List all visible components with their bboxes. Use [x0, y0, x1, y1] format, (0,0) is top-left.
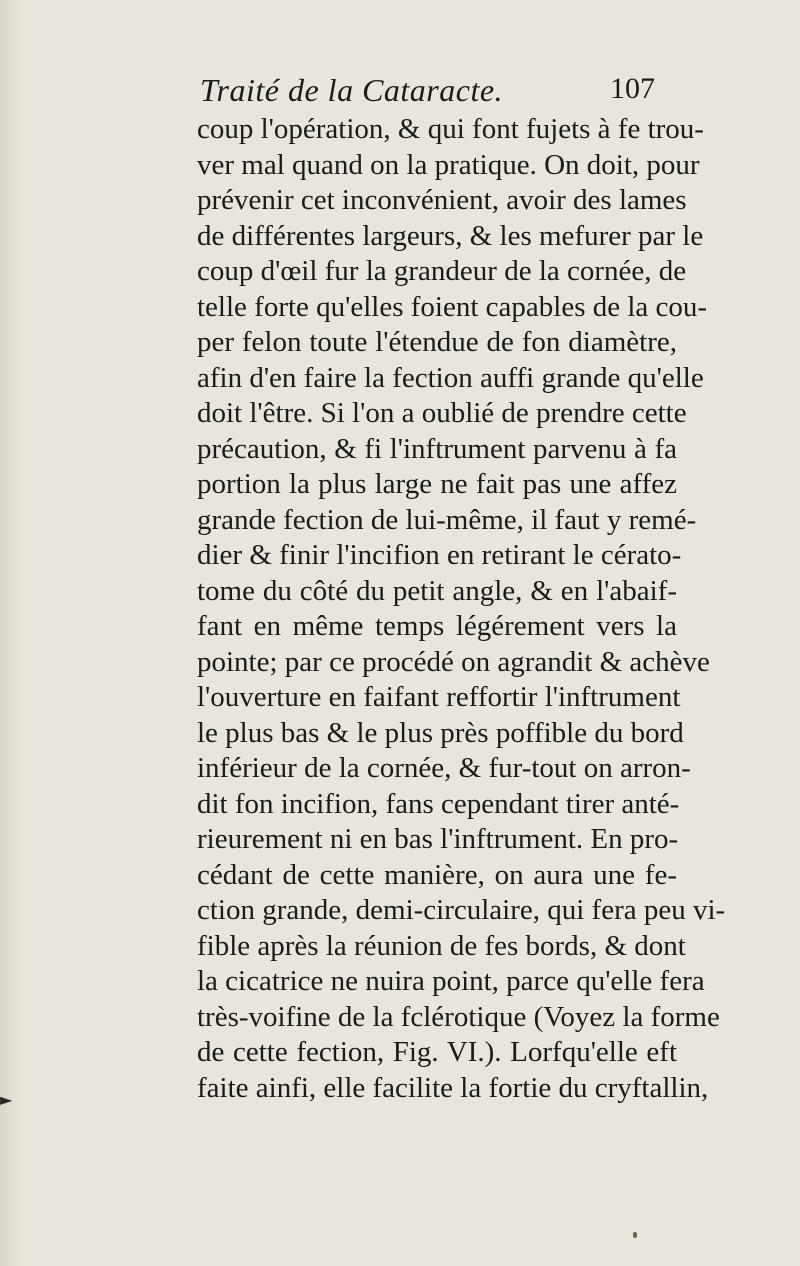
running-head [200, 72, 670, 112]
text-line: précaution, & fi l'inftrument parvenu à fa [197, 432, 677, 465]
text-line: la cicatrice ne nuira point, parce qu'elle fera [197, 965, 705, 997]
text-line: pointe; par ce procédé on agrandit & achève [197, 645, 710, 678]
text-line: ver mal quand on la pratique. On doit, pour [197, 148, 700, 181]
text-line: fant en même temps légérement vers la [197, 610, 677, 642]
text-line: prévenir cet inconvénient, avoir des lames [197, 184, 687, 216]
text-line: coup d'œil fur la grandeur de la cornée, de [197, 255, 687, 287]
stray-ink-dot [633, 1232, 637, 1238]
text-line: tome du côté du petit angle, & en l'abaif- [197, 574, 677, 607]
text-line: portion la plus large ne fait pas une affez [197, 468, 677, 500]
page-number: 107 [610, 72, 655, 105]
text-line: dit fon incifion, fans cependant tirer anté- [197, 787, 680, 820]
text-line: fible après la réunion de fes bords, & dont [197, 929, 686, 962]
text-line: grande fection de lui-même, il faut y remé- [197, 503, 697, 536]
body-text [197, 112, 726, 1106]
text-line: de cette fection, Fig. VI.). Lorfqu'elle eft [197, 1036, 677, 1068]
text-line: doit l'être. Si l'on a oublié de prendre cette [197, 397, 687, 429]
text-line: coup l'opération, & qui font fujets à fe trou- [197, 113, 704, 145]
text-line: telle forte qu'elles foient capables de la cou- [197, 290, 708, 323]
text-line: ction grande, demi-circulaire, qui fera peu vi- [197, 894, 726, 926]
text-line: le plus bas & le plus près poffible du bord [197, 716, 684, 749]
text-line: faite ainfi, elle facilite la fortie du cryftallin, [197, 1071, 709, 1104]
text-line: l'ouverture en faifant reffortir l'inftrument [197, 681, 681, 713]
text-line: afin d'en faire la fection auffi grande qu'elle [197, 361, 704, 394]
running-head-title: Traité de la Cataracte. [200, 72, 504, 108]
text-line: de différentes largeurs, & les mefurer par le [197, 219, 704, 252]
text-line: cédant de cette manière, on aura une fe- [197, 858, 677, 891]
text-line: inférieur de la cornée, & fur-tout on arron- [197, 752, 691, 784]
text-line: rieurement ni en bas l'inftrument. En pro- [197, 823, 679, 855]
text-line: per felon toute l'étendue de fon diamètre, [197, 326, 677, 358]
text-line: très-voifine de la fclérotique (Voyez la forme [197, 1000, 720, 1033]
margin-arrow-mark: ► [0, 1090, 13, 1109]
text-line: dier & finir l'incifion en retirant le cérato- [197, 539, 682, 571]
page-gutter-shadow [0, 0, 22, 1266]
